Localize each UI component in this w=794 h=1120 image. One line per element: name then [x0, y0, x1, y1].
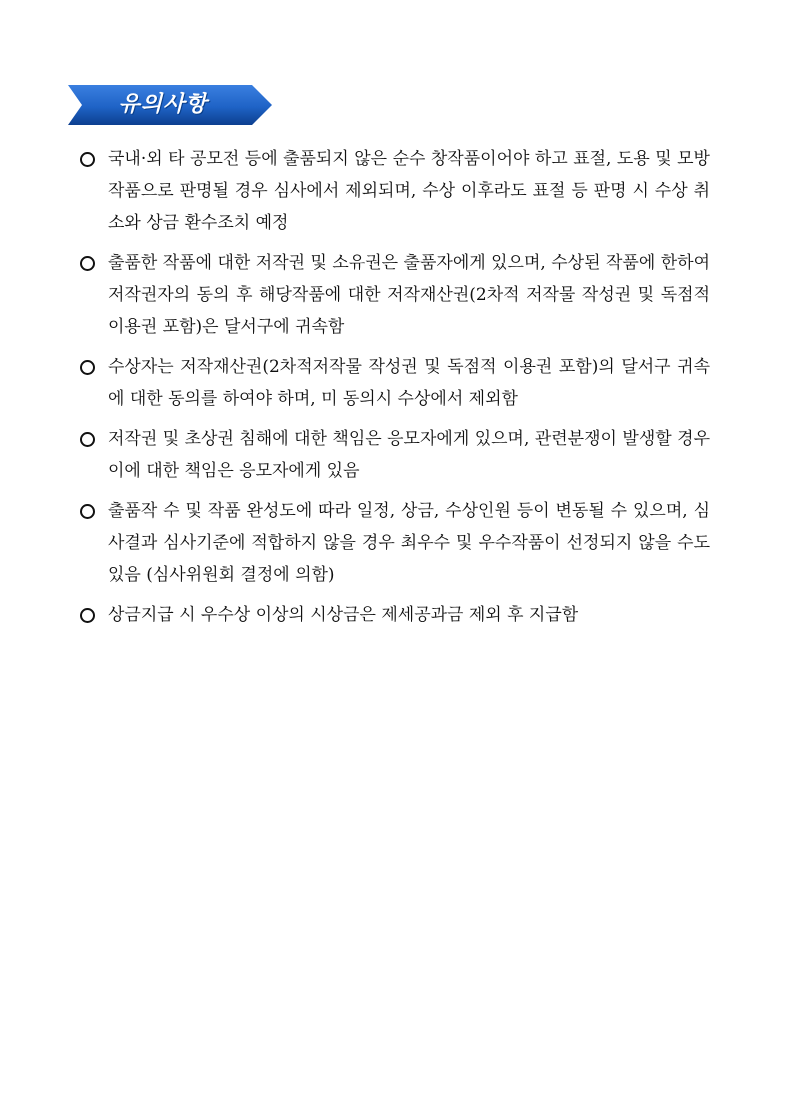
list-item [80, 599, 710, 631]
hollow-circle-icon [80, 152, 95, 167]
hollow-circle-icon [80, 608, 95, 623]
section-title: 유의사항 [118, 92, 208, 117]
list-item [80, 351, 710, 415]
note-text: 국내·외 타 공모전 등에 출품되지 않은 순수 창작품이어야 하고 표절, 도용 및 모방작품으로 판명될 경우 심사에서 제외되며, 수상 이후라도 표절 등 판명 시 수상 취소와 상금 환수조치 예정 [108, 149, 710, 233]
section-banner [68, 85, 272, 125]
list-item [80, 423, 710, 487]
list-item [80, 247, 710, 343]
note-text: 출품작 수 및 작품 완성도에 따라 일정, 상금, 수상인원 등이 변동될 수 있으며, 심사결과 심사기준에 적합하지 않을 경우 최우수 및 우수작품이 선정되지 않을 수도 있음 (심사위원회 결정에 의함) [108, 501, 710, 585]
list-item [80, 495, 710, 591]
note-text: 상금지급 시 우수상 이상의 시상금은 제세공과금 제외 후 지급함 [108, 605, 579, 625]
note-text: 출품한 작품에 대한 저작권 및 소유권은 출품자에게 있으며, 수상된 작품에 한하여 저작권자의 동의 후 해당작품에 대한 저작재산권(2차적 저작물 작성권 및 독점적 이용권 포함)은 달서구에 귀속함 [108, 253, 710, 337]
hollow-circle-icon [80, 360, 95, 375]
notice-list [80, 143, 710, 639]
list-item [80, 143, 710, 239]
note-text: 저작권 및 초상권 침해에 대한 책임은 응모자에게 있으며, 관련분쟁이 발생할 경우 이에 대한 책임은 응모자에게 있음 [108, 429, 710, 481]
hollow-circle-icon [80, 504, 95, 519]
hollow-circle-icon [80, 256, 95, 271]
hollow-circle-icon [80, 432, 95, 447]
note-text: 수상자는 저작재산권(2차적저작물 작성권 및 독점적 이용권 포함)의 달서구 귀속에 대한 동의를 하여야 하며, 미 동의시 수상에서 제외함 [108, 357, 710, 409]
